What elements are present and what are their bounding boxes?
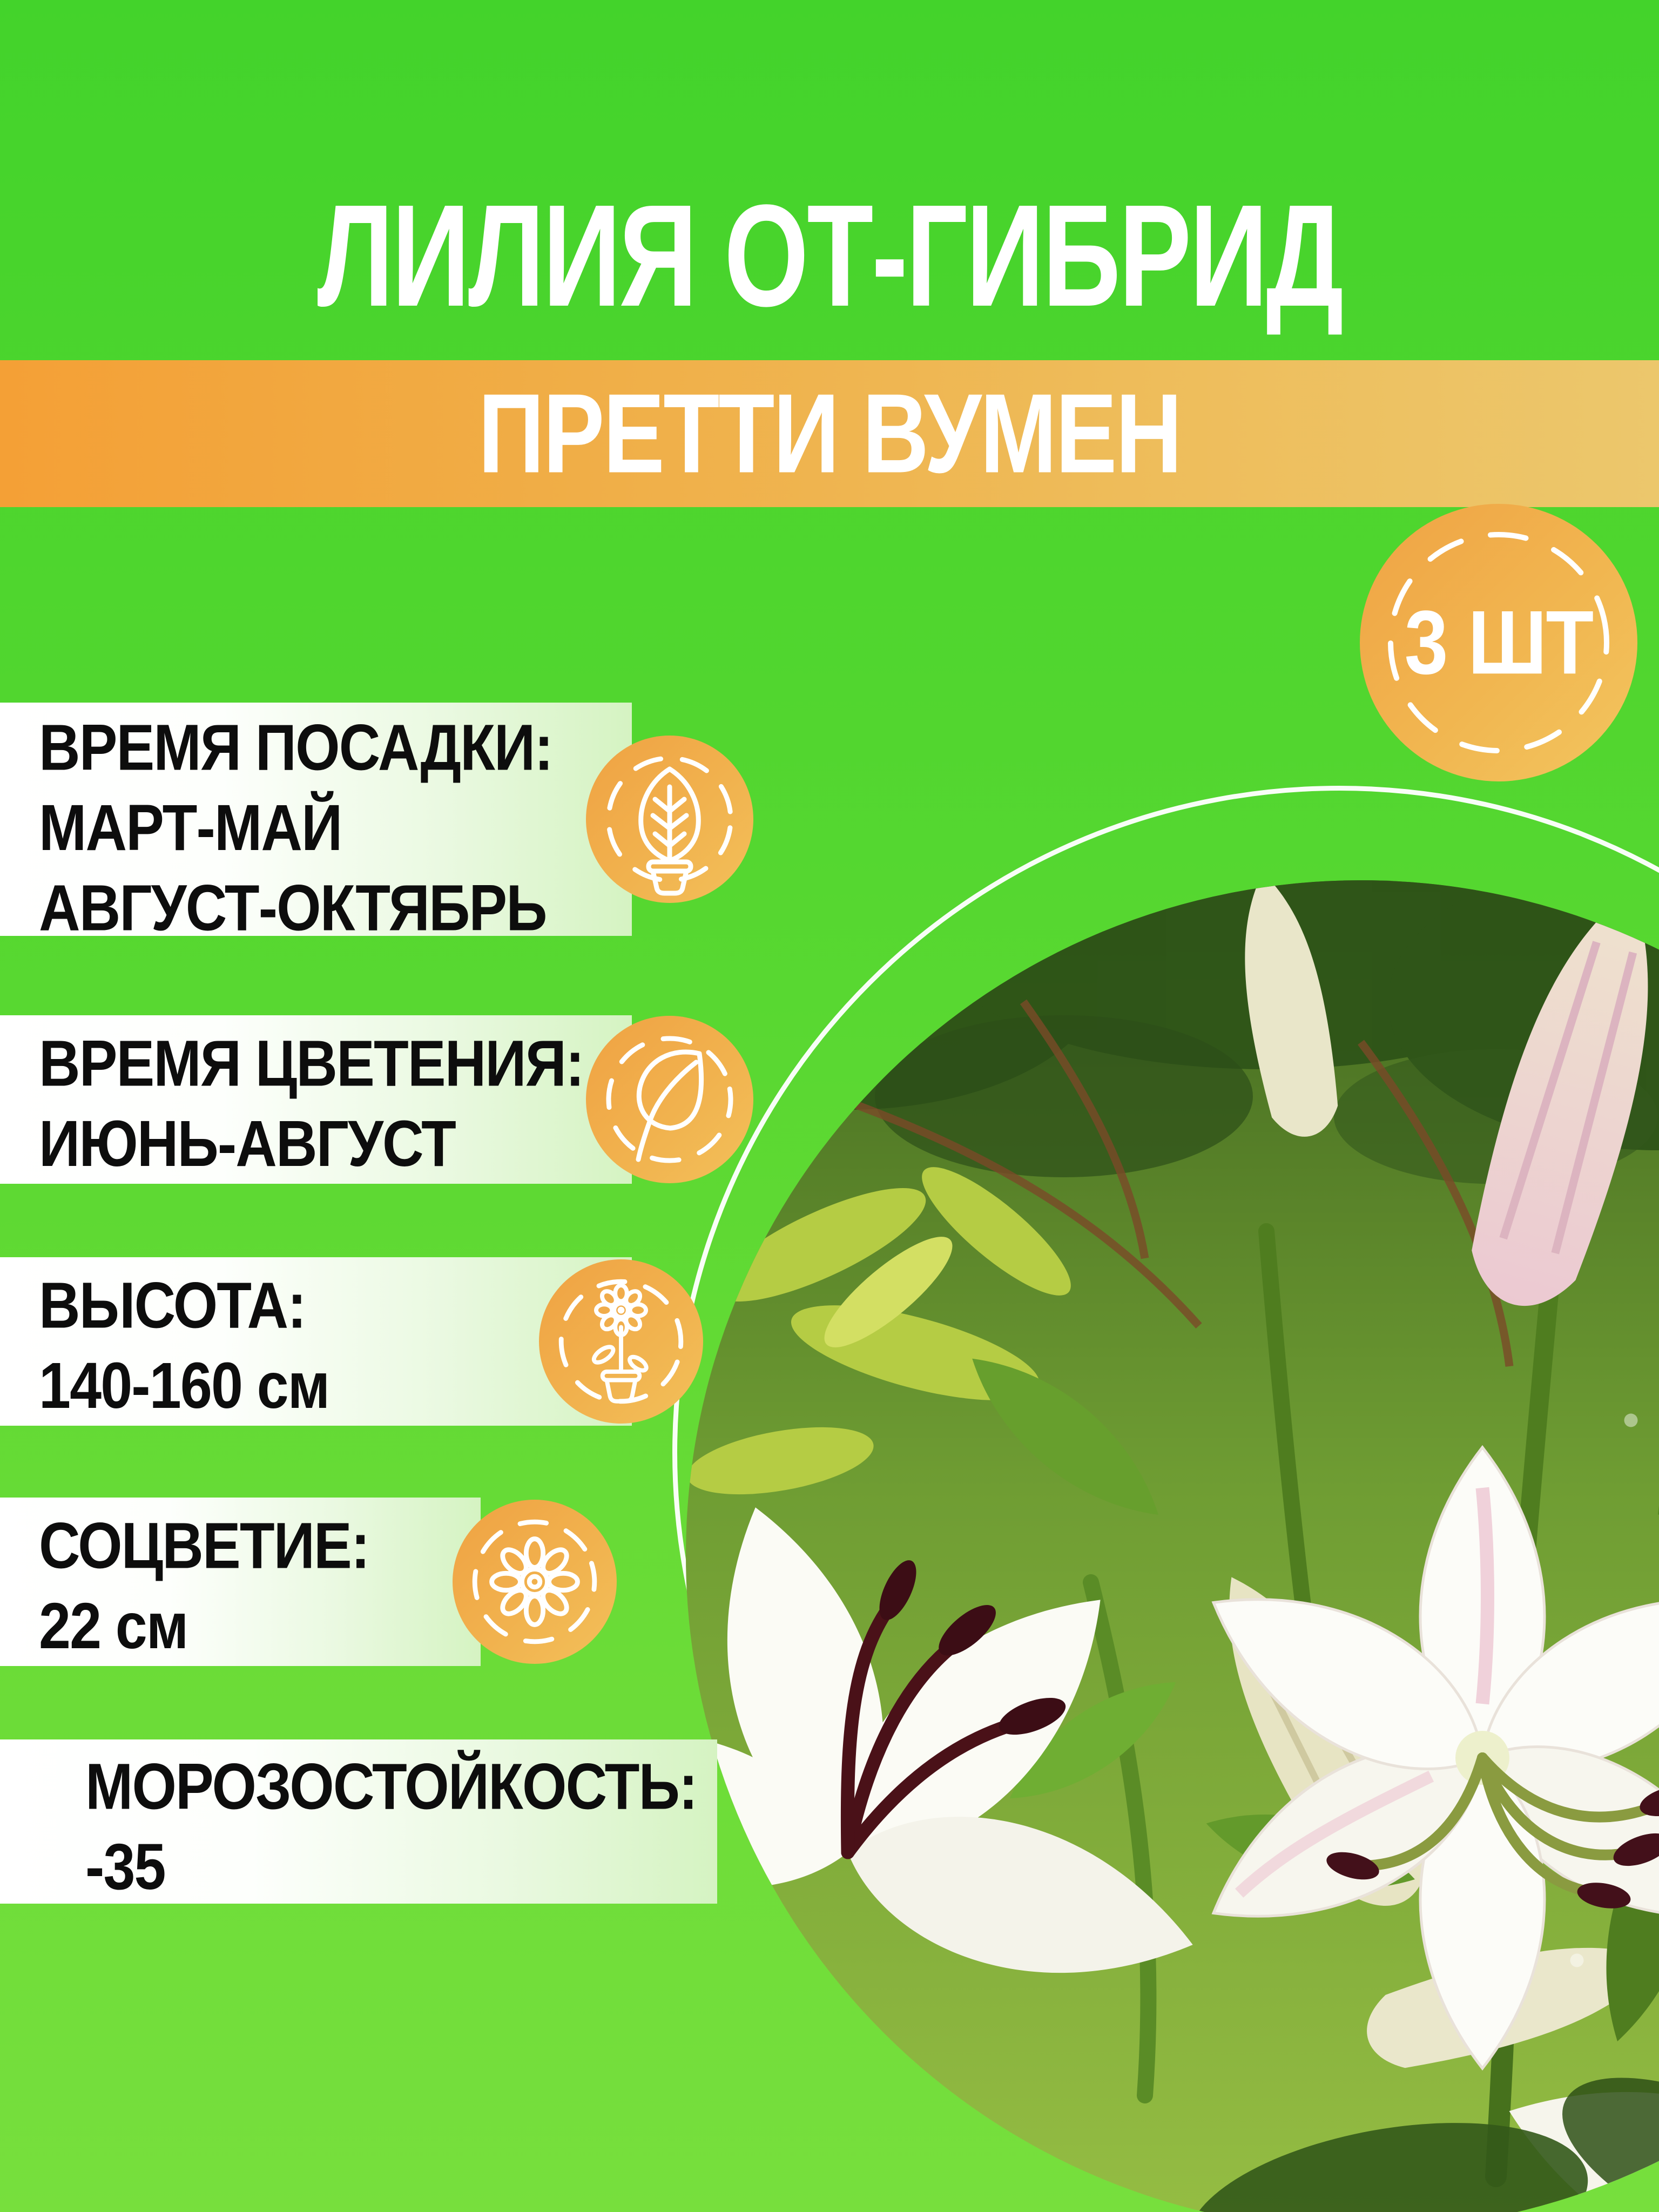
quantity-badge [1360, 504, 1637, 781]
spec-label: СОЦВЕТИЕ: [39, 1509, 369, 1582]
spec-value: 140-160 см [39, 1349, 329, 1422]
spec-value: АВГУСТ-ОКТЯБРЬ [39, 872, 547, 945]
variety-banner [0, 360, 1659, 507]
quantity-label: 3 ШТ [1404, 592, 1593, 693]
spec-text-bloom-time [39, 1024, 584, 1184]
spec-value: -35 [85, 1830, 165, 1904]
page-title: ЛИЛИЯ ОТ-ГИБРИД [317, 174, 1342, 337]
potted-sprout-icon [586, 736, 753, 903]
spec-text-planting-time [39, 708, 552, 948]
spec-value: 22 см [39, 1589, 188, 1663]
spec-text-height [39, 1266, 329, 1426]
bloom-time-icon-circle [586, 1016, 753, 1183]
spec-text-inflorescence [39, 1506, 369, 1667]
daisy-flower-icon [453, 1500, 617, 1664]
spec-label: ВРЕМЯ ЦВЕТЕНИЯ: [39, 1027, 584, 1100]
leaf-icon [586, 1016, 753, 1183]
spec-label: ВЫСОТА: [39, 1269, 306, 1342]
variety-name: ПРЕТТИ ВУМЕН [478, 370, 1181, 497]
spec-label: МОРОЗОСТОЙКОСТЬ: [85, 1750, 697, 1823]
inflorescence-icon-circle [453, 1500, 617, 1664]
flower-in-pot-icon [539, 1259, 703, 1424]
spec-label: ВРЕМЯ ПОСАДКИ: [39, 711, 552, 784]
spec-value: МАРТ-МАЙ [39, 791, 342, 865]
height-icon-circle [539, 1259, 703, 1424]
spec-text-frost-resistance [85, 1747, 697, 1907]
planting-time-icon-circle [586, 736, 753, 903]
spec-value: ИЮНЬ-АВГУСТ [39, 1107, 456, 1181]
